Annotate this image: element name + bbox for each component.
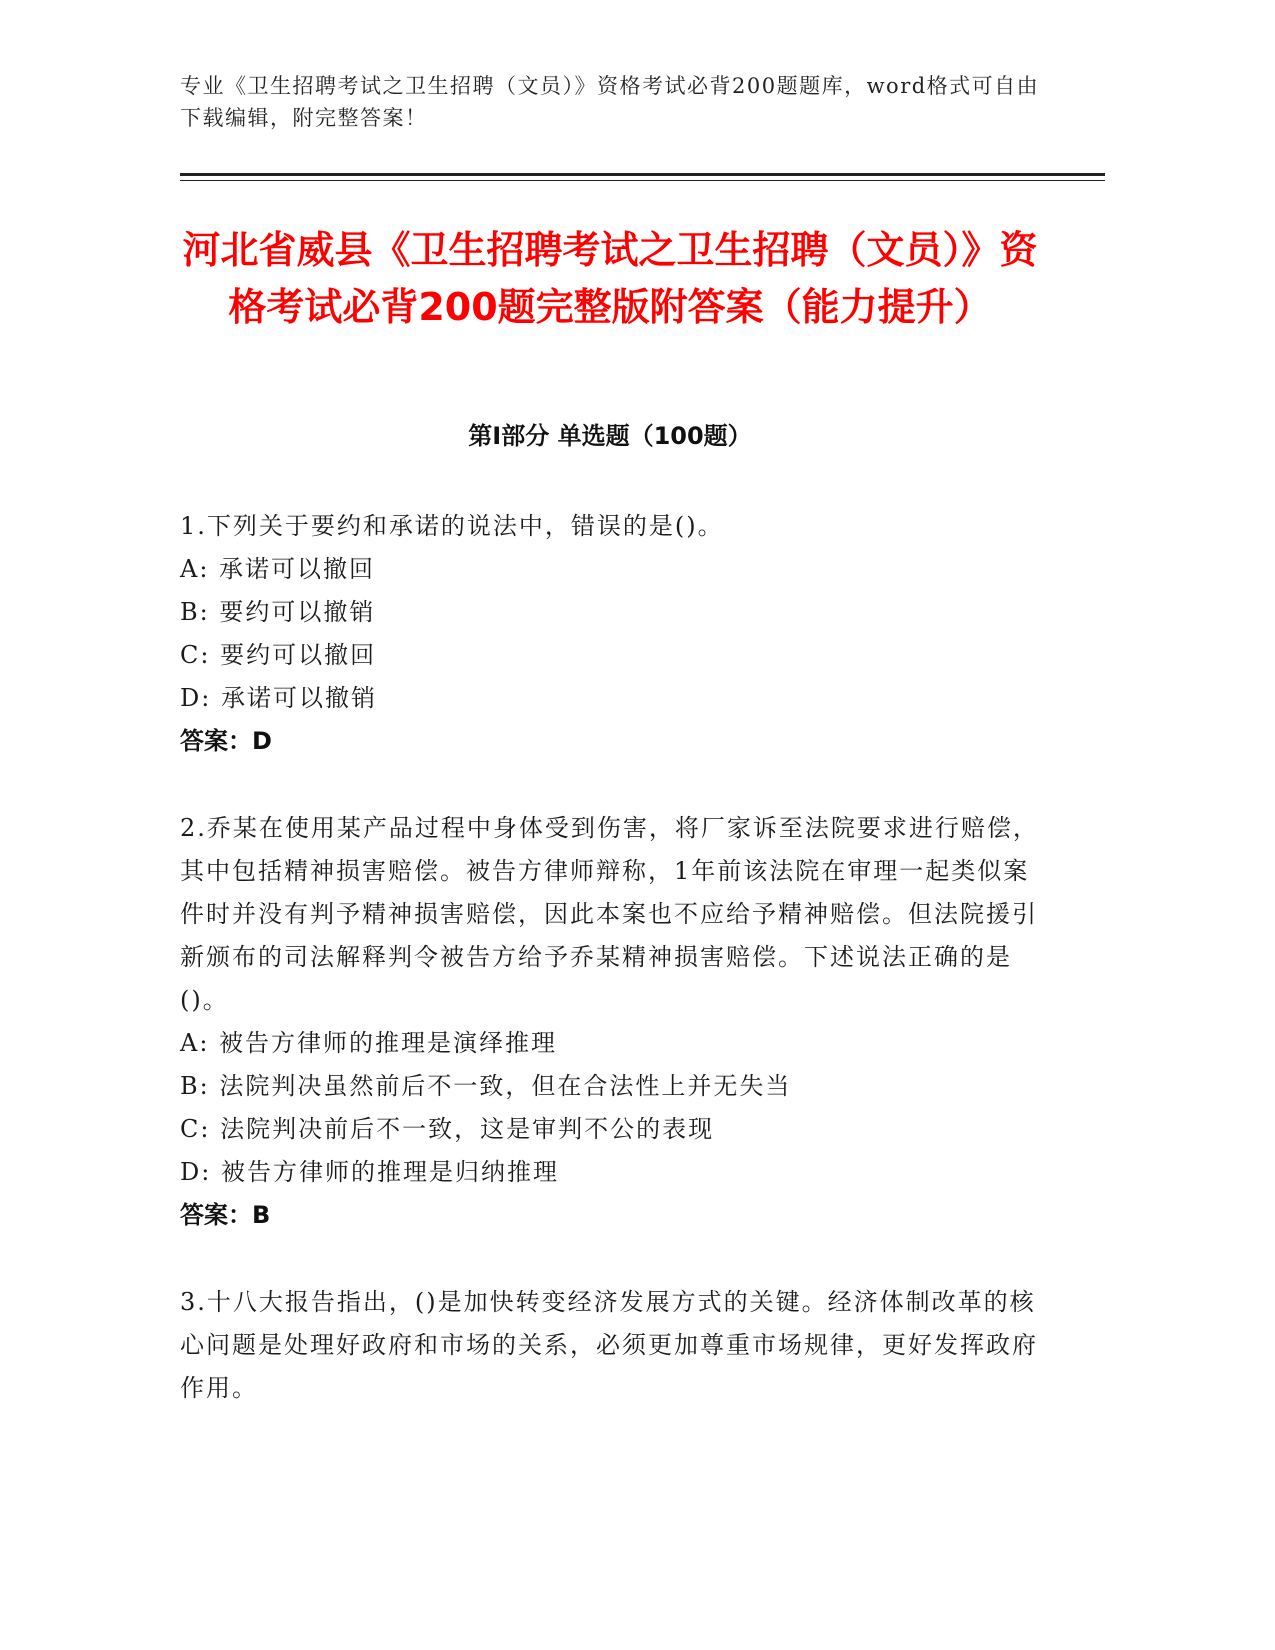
option-d: D: 被告方律师的推理是归纳推理 [180,1158,559,1186]
question-list [180,505,1040,1454]
header-divider-thin [180,180,1105,181]
option-c: C: 法院判决前后不一致，这是审判不公的表现 [180,1115,715,1143]
question-stem: 3.十八大报告指出，()是加快转变经济发展方式的关键。经济体制改革的核心问题是处理好政府和市场的关系，必须更加尊重市场规律，更好发挥政府作用。 [180,1288,1038,1402]
question-1 [180,505,1040,763]
question-3 [180,1281,1040,1410]
question-2 [180,807,1040,1237]
answer-line: 答案：D [180,727,272,755]
option-a: A: 承诺可以撤回 [180,555,376,583]
header-divider-thick [180,173,1105,176]
option-a: A: 被告方律师的推理是演绎推理 [180,1029,558,1057]
option-c: C: 要约可以撤回 [180,641,377,669]
section-title: 第I部分 单选题（100题） [468,422,752,450]
question-stem: 2.乔某在使用某产品过程中身体受到伤害，将厂家诉至法院要求进行赔偿，其中包括精神损害赔偿。被告方律师辩称，1年前该法院在审理一起类似案件时并没有判予精神损害赔偿，因此本案也不应给予精神赔偿。但法院援引新颁布的司法解释判令被告方给予乔某精神损害赔偿。下述说法正确的是()。 [180,814,1039,1014]
document-title: 河北省威县《卫生招聘考试之卫生招聘（文员）》资格考试必背200题完整版附答案（能力提升） [182,228,1038,329]
option-b: B: 要约可以撤销 [180,598,376,626]
option-d: D: 承诺可以撤销 [180,684,377,712]
option-b: B: 法院判决虽然前后不一致，但在合法性上并无失当 [180,1072,792,1100]
question-stem: 1.下列关于要约和承诺的说法中，错误的是()。 [180,512,724,540]
header-note: 专业《卫生招聘考试之卫生招聘（文员）》资格考试必背200题题库，word格式可自由下载编辑，附完整答案！ [180,74,1040,130]
answer-line: 答案：B [180,1201,271,1229]
